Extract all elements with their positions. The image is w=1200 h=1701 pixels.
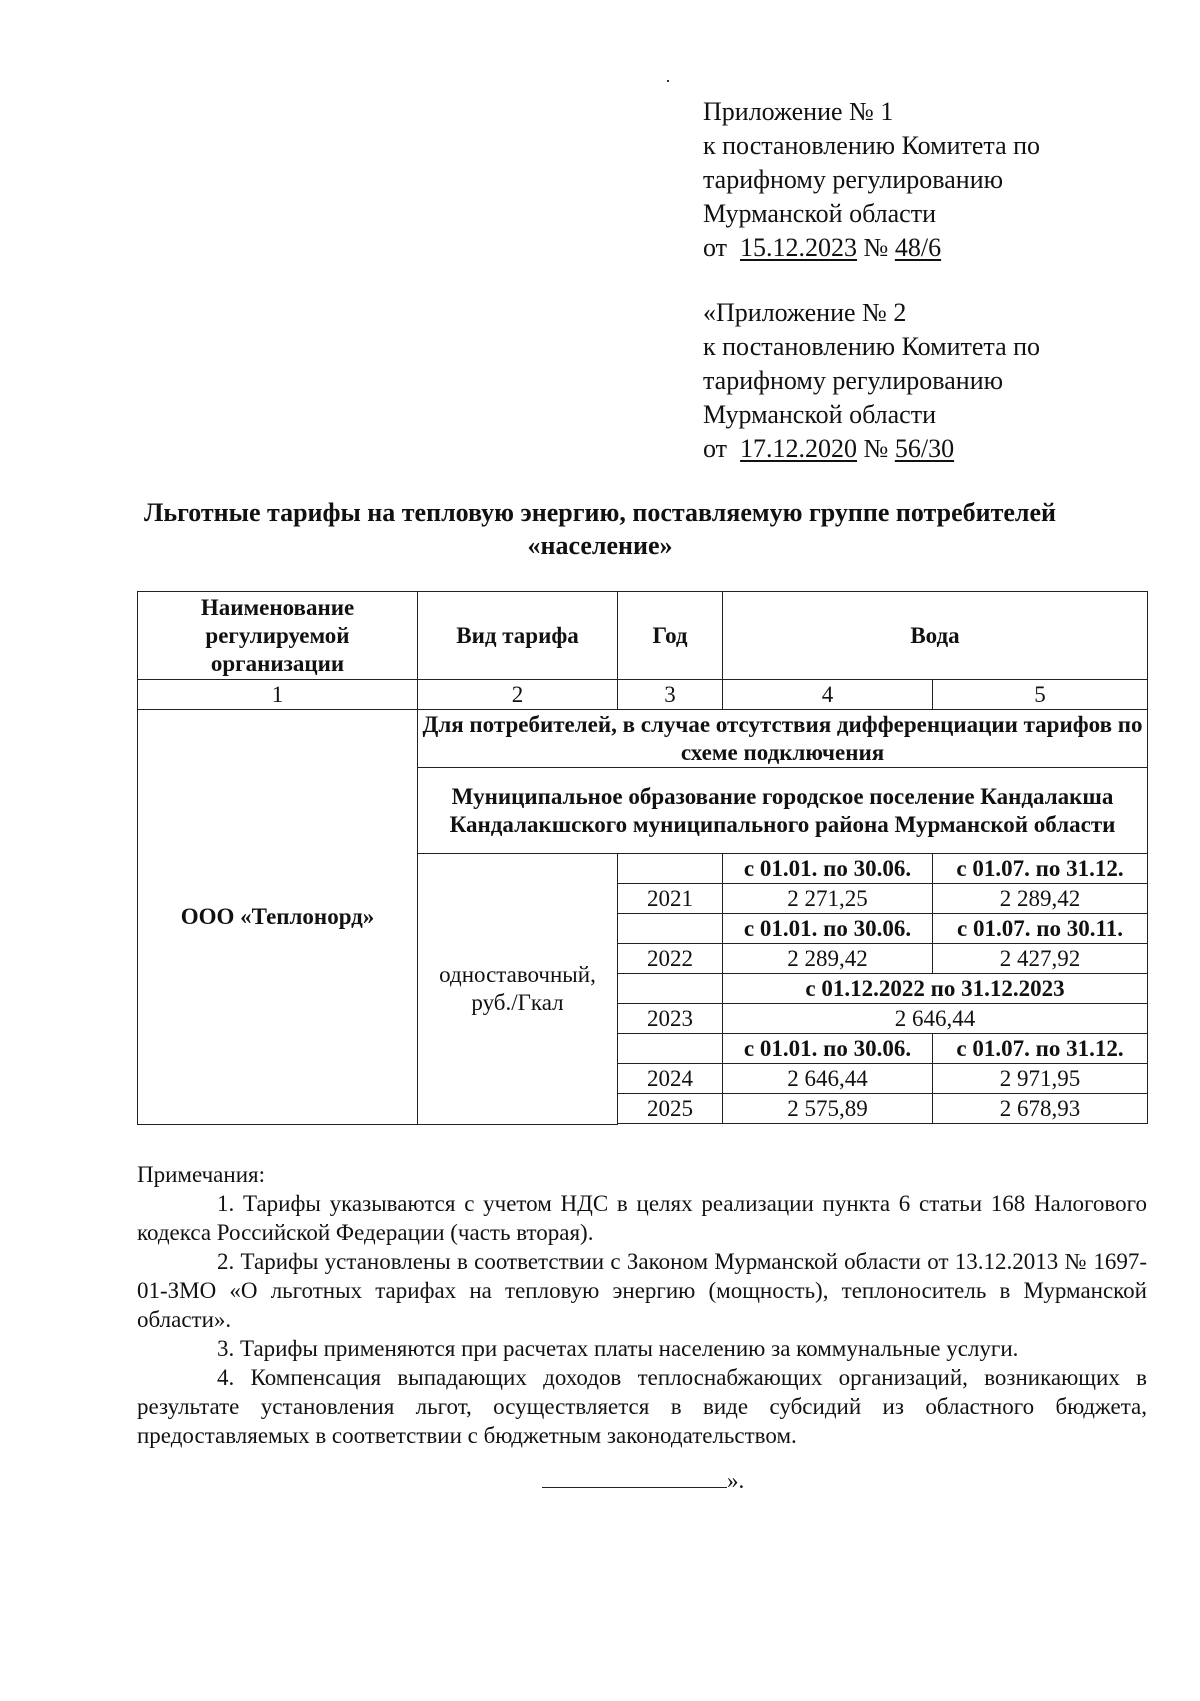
value-cell: 2 427,92	[933, 944, 1148, 974]
value-cell: 2 971,95	[933, 1064, 1148, 1094]
notes-section	[137, 1160, 1147, 1450]
appendix-2-date-line	[703, 432, 1040, 466]
value-cell: 2 646,44	[723, 1064, 933, 1094]
appendix-1-line-3: тарифному регулированию	[703, 165, 1004, 194]
note-item: 1. Тарифы указываются с учетом НДС в целях реализации пункта 6 статьи 168 Налогового кодекса Российской Федерации (часть вторая).	[137, 1191, 1147, 1245]
appendix-2-date: 17.12.2020	[740, 434, 858, 463]
year-cell: 2024	[618, 1064, 723, 1094]
org-name-cell: ООО «Теплонорд»	[138, 710, 418, 1125]
appendix-1-header	[703, 95, 1040, 265]
period-cell: с 01.01. по 30.06.	[723, 1034, 933, 1064]
year-cell	[618, 974, 723, 1004]
closing-quote: ».	[727, 1468, 745, 1493]
period-cell: с 01.07. по 31.12.	[933, 854, 1148, 884]
appendix-2-number: 56/30	[894, 434, 955, 463]
header-year: Год	[618, 592, 723, 680]
appendix-1-line-1: Приложение № 1	[703, 97, 894, 126]
tariff-table	[137, 591, 1148, 1125]
value-cell: 2 289,42	[723, 944, 933, 974]
header-tariff-type: Вид тарифа	[418, 592, 618, 680]
period-cell: с 01.12.2022 по 31.12.2023	[723, 974, 1148, 1004]
appendix-1-number: 48/6	[894, 233, 942, 262]
scan-speck	[667, 80, 669, 82]
closing-blank-line	[542, 1487, 727, 1488]
year-cell	[618, 914, 723, 944]
header-org: Наименование регулируемой организации	[138, 592, 418, 680]
col-num-5: 5	[933, 680, 1148, 710]
consumer-group-cell: Для потребителей, в случае отсутствия дифференциации тарифов по схеме подключения	[418, 710, 1148, 768]
appendix-1-date: 15.12.2023	[740, 233, 858, 262]
appendix-2-from: от	[703, 434, 728, 463]
closing-line	[542, 1468, 744, 1494]
appendix-2-line-3: тарифному регулированию	[703, 366, 1004, 395]
col-num-4: 4	[723, 680, 933, 710]
period-cell: с 01.01. по 30.06.	[723, 854, 933, 884]
appendix-1-line-2: к постановлению Комитета по	[703, 131, 1041, 160]
note-item: 3. Тарифы применяются при расчетах платы населению за коммунальные услуги.	[217, 1336, 1019, 1361]
period-cell: с 01.07. по 30.11.	[933, 914, 1148, 944]
value-cell: 2 678,93	[933, 1094, 1148, 1124]
year-cell: 2023	[618, 1004, 723, 1034]
table-row	[138, 710, 1148, 768]
appendix-2-line-2: к постановлению Комитета по	[703, 332, 1041, 361]
municipality-cell: Муниципальное образование городское поселение Кандалакша Кандалакшского муниципального района Мурманской области	[418, 768, 1148, 854]
value-cell: 2 289,42	[933, 884, 1148, 914]
note-item: 2. Тарифы установлены в соответствии с Законом Мурманской области от 13.12.2013 № 1697-01-ЗМО «О льготных тарифах на тепловую энергию (мощность), теплоноситель в Мурманской области».	[137, 1249, 1147, 1332]
appendix-1-line-4: Мурманской области	[703, 199, 936, 228]
appendix-2-line-1: «Приложение № 2	[703, 298, 907, 327]
appendix-1-date-line	[703, 231, 1040, 265]
value-cell: 2 646,44	[723, 1004, 1148, 1034]
appendix-1-no-sign: №	[863, 233, 889, 262]
year-cell: 2021	[618, 884, 723, 914]
header-water: Вода	[723, 592, 1148, 680]
document-title: Льготные тарифы на тепловую энергию, поставляемую группе потребителей «население»	[143, 498, 1057, 560]
appendix-1-from: от	[703, 233, 728, 262]
year-cell	[618, 1034, 723, 1064]
column-number-row	[138, 680, 1148, 710]
col-num-1: 1	[138, 680, 418, 710]
appendix-2-line-4: Мурманской области	[703, 400, 936, 429]
table-header-row	[138, 592, 1148, 680]
col-num-3: 3	[618, 680, 723, 710]
year-cell: 2022	[618, 944, 723, 974]
appendix-2-header	[703, 296, 1040, 466]
period-cell: с 01.01. по 30.06.	[723, 914, 933, 944]
period-cell: с 01.07. по 31.12.	[933, 1034, 1148, 1064]
appendix-2-no-sign: №	[863, 434, 889, 463]
year-cell: 2025	[618, 1094, 723, 1124]
note-item: 4. Компенсация выпадающих доходов теплоснабжающих организаций, возникающих в результате установления льгот, осуществляется в виде субсидий из областного бюджета, предоставляемых в соответствии с бюджетным законодательством.	[137, 1365, 1147, 1448]
notes-heading: Примечания:	[137, 1162, 265, 1187]
tariff-type-cell: одноставочный, руб./Гкал	[418, 854, 618, 1125]
value-cell: 2 575,89	[723, 1094, 933, 1124]
col-num-2: 2	[418, 680, 618, 710]
year-cell	[618, 854, 723, 884]
value-cell: 2 271,25	[723, 884, 933, 914]
